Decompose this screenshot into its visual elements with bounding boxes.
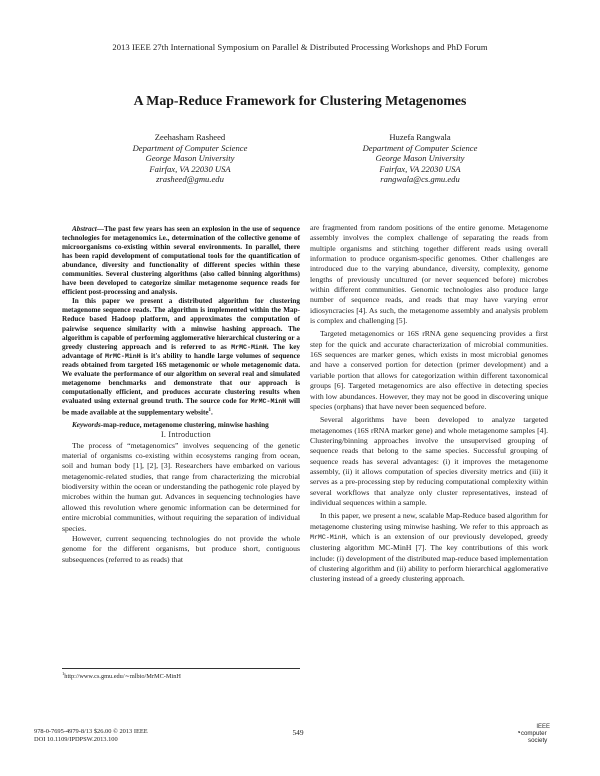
author-name: Huzefa Rangwala — [389, 132, 451, 142]
abstract-text: —The past few years has seen an explosion in the use of sequence technologies for metagenomics i.e., determination of the collective genome of microorganisms co-existing within several environments. In parallel, there has been rapid development of computational tools for the quantification of abundance, diversity and functionality of different species within these communities. Several clustering algorithms (also called binning algorithms) have been developed to categorize similar metagenome sequence reads for efficient post-processing and analysis. — [62, 225, 300, 297]
footnote-url[interactable]: http://www.cs.gmu.edu/∼mlbio/MrMC-MinH — [64, 673, 181, 681]
keywords-lead: Keywords — [72, 421, 101, 430]
algorithm-name: MrMC-MinH — [105, 352, 141, 360]
abstract-text: In this paper we present a distributed algorithm for clustering metagenome sequence reads. The algorithm is implemented within the Map-Reduce based Hadoop platform, and approximates the computation of pairwise sequence similarity with a minwise hashing approach. The algorithm is capable of performing agglomerative hierarchical clustering or a greedy clustering approach and is referred to as — [62, 297, 300, 351]
conference-header: 2013 IEEE 27th International Symposium on Parallel & Distributed Processing Workshops and PhD Forum — [112, 42, 488, 52]
algorithm-name: MrMC-MinH — [310, 533, 346, 541]
body-paragraph: The process of “metagenomics” involves sequencing of the genetic material of organisms co-existing within ecosystems ranging from ocean, soil and human body [1], [2], [3]. Researchers have embarked on various metagenomic-related studies, that range from characterizing the microbial biodiversity within the ocean or understanding the pathogenic role played by microbes within the human gut. Advances in sequencing technologies have allowed this revolution where genomic information can be determined for entire microbial communities, without requiring the separation of individual species. — [62, 440, 300, 533]
author-email: zrasheed@gmu.edu — [156, 174, 224, 185]
footnote-number: 1 — [62, 671, 65, 676]
logo-text-computer: ◔computer — [516, 728, 547, 737]
author-department: Department of Computer Science — [132, 142, 248, 153]
abstract-paragraph-2 — [62, 297, 300, 417]
author-university: George Mason University — [145, 153, 235, 164]
logo-swirl-icon: ◔ — [516, 728, 521, 737]
author-university: George Mason University — [375, 153, 465, 164]
author-block-1 — [80, 132, 300, 185]
abstract-lead: Abstract — [72, 225, 97, 233]
logo-text-society: society — [528, 736, 548, 744]
footnote-mark: 1 — [208, 407, 212, 413]
footer-info — [34, 728, 148, 745]
computer-society-logo — [516, 724, 576, 744]
body-paragraph: Targeted metagenomics or 16S rRNA gene sequencing provides a first step for the quick and accurate characterization of microbial communities. 16S sequences are marker genes, which exists in most microbial genomes and have a conserved portion for detection (primer development) and a variable portion that allows for categorization within different taxonomical groups [6]. Targeted metagenomics are also effective in detecting species with low abundances. However, they may not be good in discovering unique species (orphans) that have never been sequenced before. — [310, 329, 548, 411]
abstract-text: will be made available at the supplementary website — [62, 396, 301, 417]
abstract-text: . The key advantage of — [62, 342, 300, 360]
body-text: , which is an extension of our previously developed, greedy clustering algorithm MC-MinH [7]. The key contributions of this work include: (i) development of the distributed map-reduce based implementation of clustering algorithm and (ii) ability to perform hierarchical agglomerative clustering instead of a greedy clustering approach. — [310, 531, 548, 584]
left-column — [62, 225, 300, 565]
ieee-mark: IEEE — [536, 724, 550, 730]
body-text: In this paper, we present a new, scalable Map-Reduce based algorithm for metagenome clustering using minwise hashing. We refer to this approach as — [310, 511, 548, 531]
keywords — [62, 421, 300, 430]
section-heading: I. Introduction — [160, 430, 212, 440]
body-paragraph: Several algorithms have been developed to analyze targeted metagenomes (16S rRNA marker gene) and whole metagenome samples [4]. Clustering/binning approaches involve the unsupervised grouping of sequence reads that belong to the same species. Successful grouping of sequence reads has several advantages: (i) it improves the metagenome assembly, (ii) it allows computation of species diversity metrics and (iii) it serves as a pre-processing step by reducing computational complexity within several workflows that analyze only cluster representatives, instead of individual sequences within a sample. — [310, 415, 548, 507]
author-name: Zeehasham Rasheed — [154, 132, 226, 142]
page-number: 549 — [292, 728, 304, 737]
paper-title: A Map-Reduce Framework for Clustering Metagenomes — [133, 93, 467, 108]
footnote — [62, 668, 300, 680]
doi-line: DOI 10.1109/IPDPSW.2013.100 — [34, 736, 118, 744]
body-paragraph: However, current sequencing technologies do not provide the whole genome for the different organisms, but produce short, contiguous subsequences (referred to as reads) that — [62, 533, 300, 564]
author-city: Fairfax, VA 22030 USA — [149, 163, 231, 174]
algorithm-name: MrMC-MinH — [231, 343, 267, 351]
algorithm-name: MrMC-MinH — [250, 397, 287, 405]
right-column — [310, 223, 548, 585]
author-block-2 — [310, 132, 530, 185]
author-city: Fairfax, VA 22030 USA — [379, 163, 461, 174]
author-email: rangwala@cs.gmu.edu — [380, 174, 460, 185]
body-paragraph — [310, 511, 548, 584]
abstract-text: is it's ability to handle large volumes of sequence reads obtained from targeted 16S metagenomic or whole metagenomic data. We evaluate the performance of our algorithm on several real and simulated metagenome benchmarks and demonstrate that our approach is computationally efficient, and produces accurate clustering results when evaluated using external ground truth. The source code for — [62, 351, 300, 405]
isbn-line: 978-0-7695-4979-8/13 $26.00 © 2013 IEEE — [34, 728, 148, 735]
abstract-text: . — [211, 408, 213, 417]
keywords-text: -map-reduce, metagenome clustering, minwise hashing — [100, 421, 269, 430]
author-department: Department of Computer Science — [362, 142, 478, 153]
abstract-paragraph-1 — [62, 225, 300, 297]
body-paragraph: are fragmented from random positions of the entire genome. Metagenome assembly involves the complex challenge of separating the reads from multiple organisms and stitching together different reads using overall information to produce organism-specific genomes. Other challenges are introduced due to the varying abundance, diversity, complexity, genome lengths of previously uncultured (or never sequenced before) microbes within different communities. Genomic technologies also produce large number of sequence reads, and reads that may have varying error idiosyncracies [4]. As such, the metagenome assembly and analysis problem is complex and challenging [5]. — [310, 223, 548, 326]
